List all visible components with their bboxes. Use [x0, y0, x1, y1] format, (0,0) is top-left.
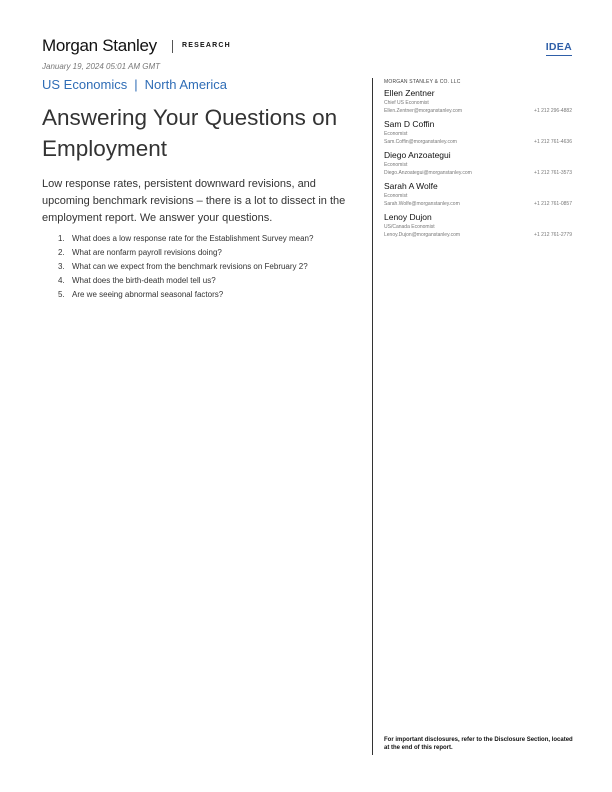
research-label: RESEARCH: [182, 42, 231, 49]
question-item: [58, 274, 358, 288]
questions-list: [58, 232, 358, 302]
analyst-entry: [384, 212, 572, 243]
analyst-entry: [384, 181, 572, 212]
analyst-name: Diego Anzoategui: [384, 150, 451, 160]
analyst-contact: [384, 200, 572, 208]
analyst-phone: +1 212 761-4636: [534, 139, 572, 145]
analyst-name: Sarah A Wolfe: [384, 181, 438, 191]
analyst-role: Economist: [384, 131, 408, 137]
analyst-phone: +1 212 761-0857: [534, 201, 572, 207]
analyst-phone: +1 212 761-2779: [534, 232, 572, 238]
analyst-sidebar: [384, 79, 572, 243]
question-number: 3.: [58, 262, 65, 271]
analyst-email[interactable]: Ellen.Zentner@morganstanley.com: [384, 108, 463, 114]
analyst-contact: [384, 107, 572, 115]
question-text: What does the birth-death model tell us?: [72, 276, 216, 285]
analyst-email[interactable]: Sarah.Wolfe@morganstanley.com: [384, 201, 460, 207]
analyst-role: Chief US Economist: [384, 100, 429, 106]
analyst-role: Economist: [384, 162, 408, 168]
question-item: [58, 232, 358, 246]
question-item: [58, 288, 358, 302]
question-text: What does a low response rate for the Establishment Survey mean?: [72, 234, 314, 243]
topic-north-america[interactable]: North America: [144, 77, 228, 92]
morgan-stanley-logo: Morgan Stanley: [42, 36, 157, 55]
analyst-contact: [384, 138, 572, 146]
question-text: What can we expect from the benchmark revisions on February 2?: [72, 262, 308, 271]
disclosure-note: For important disclosures, refer to the Disclosure Section, located at the end of this report.: [384, 737, 573, 751]
firm-name: MORGAN STANLEY & CO. LLC: [384, 79, 461, 85]
question-item: [58, 260, 358, 274]
topic-us-economics[interactable]: US Economics: [42, 77, 128, 92]
topic-breadcrumb: [42, 77, 227, 92]
analyst-name: Sam D Coffin: [384, 119, 435, 129]
analyst-entry: [384, 150, 572, 181]
question-number: 5.: [58, 290, 65, 299]
analyst-email[interactable]: Diego.Anzoategui@morganstanley.com: [384, 170, 472, 176]
question-text: Are we seeing abnormal seasonal factors?: [72, 290, 224, 299]
report-header: [42, 36, 572, 60]
idea-tag: IDEA: [546, 41, 572, 56]
topic-separator: |: [134, 77, 138, 92]
logo-divider: [172, 40, 173, 53]
analyst-email[interactable]: Sam.Coffin@morganstanley.com: [384, 139, 457, 145]
analyst-email[interactable]: Lenoy.Dujon@morganstanley.com: [384, 232, 461, 238]
analyst-name: Lenoy Dujon: [384, 212, 432, 222]
question-number: 1.: [58, 234, 65, 243]
analyst-contact: [384, 231, 572, 239]
analyst-role: Economist: [384, 193, 408, 199]
question-number: 2.: [58, 248, 65, 257]
publication-date: January 19, 2024 05:01 AM GMT: [42, 62, 160, 71]
lead-summary: Low response rates, persistent downward revisions, and upcoming benchmark revisions – there is a lot to dissect in the employment report. We answer your questions.: [42, 178, 346, 224]
analyst-entry: [384, 88, 572, 119]
analyst-entry: [384, 119, 572, 150]
report-title: Answering Your Questions on Employment: [42, 105, 338, 161]
analyst-name: Ellen Zentner: [384, 88, 435, 98]
analyst-phone: +1 212 296-4882: [534, 108, 572, 114]
analyst-role: US/Canada Economist: [384, 224, 435, 230]
column-divider: [372, 78, 373, 755]
analyst-contact: [384, 169, 572, 177]
question-item: [58, 246, 358, 260]
analyst-phone: +1 212 761-3573: [534, 170, 572, 176]
question-number: 4.: [58, 276, 65, 285]
question-text: What are nonfarm payroll revisions doing?: [72, 248, 222, 257]
